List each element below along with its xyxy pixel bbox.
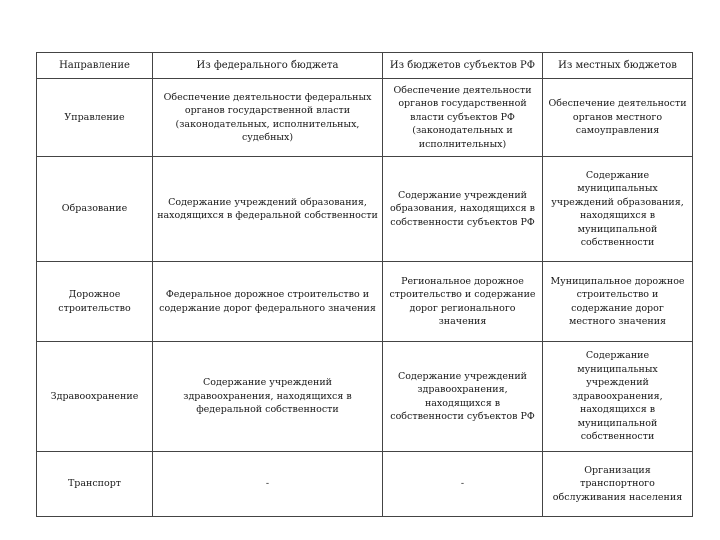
cell-local: Обеспечение деятельности органов местного самоуправления bbox=[543, 79, 693, 157]
cell-regional: Региональное дорожное строительство и содержание дорог регионального значения bbox=[383, 262, 543, 342]
cell-direction: Образование bbox=[37, 157, 153, 262]
table-row bbox=[37, 79, 693, 157]
cell-regional: Содержание учреждений здравоохранения, находящихся в собственности субъектов РФ bbox=[383, 342, 543, 452]
table-row bbox=[37, 262, 693, 342]
cell-federal: - bbox=[153, 452, 383, 517]
cell-local: Содержание муниципальных учреждений образования, находящихся в муниципальной собственности bbox=[543, 157, 693, 262]
table-row bbox=[37, 452, 693, 517]
cell-direction: Дорожное строительство bbox=[37, 262, 153, 342]
header-federal: Из федерального бюджета bbox=[153, 53, 383, 79]
budget-table bbox=[36, 52, 693, 517]
cell-federal: Содержание учреждений здравоохранения, находящихся в федеральной собственности bbox=[153, 342, 383, 452]
cell-regional: - bbox=[383, 452, 543, 517]
cell-local: Организация транспортного обслуживания населения bbox=[543, 452, 693, 517]
table-row bbox=[37, 157, 693, 262]
cell-direction: Здравоохранение bbox=[37, 342, 153, 452]
cell-regional: Содержание учреждений образования, находящихся в собственности субъектов РФ bbox=[383, 157, 543, 262]
header-regional: Из бюджетов субъектов РФ bbox=[383, 53, 543, 79]
cell-local: Муниципальное дорожное строительство и содержание дорог местного значения bbox=[543, 262, 693, 342]
cell-regional: Обеспечение деятельности органов государственной власти субъектов РФ (законодательных и исполнительных) bbox=[383, 79, 543, 157]
cell-direction: Транспорт bbox=[37, 452, 153, 517]
cell-federal: Содержание учреждений образования, находящихся в федеральной собственности bbox=[153, 157, 383, 262]
table-row bbox=[37, 342, 693, 452]
cell-federal: Федеральное дорожное строительство и содержание дорог федерального значения bbox=[153, 262, 383, 342]
cell-federal: Обеспечение деятельности федеральных органов государственной власти (законодательных, исполнительных, судебных) bbox=[153, 79, 383, 157]
cell-direction: Управление bbox=[37, 79, 153, 157]
header-row bbox=[37, 53, 693, 79]
cell-local: Содержание муниципальных учреждений здравоохранения, находящихся в муниципальной собственности bbox=[543, 342, 693, 452]
header-direction: Направление bbox=[37, 53, 153, 79]
header-local: Из местных бюджетов bbox=[543, 53, 693, 79]
